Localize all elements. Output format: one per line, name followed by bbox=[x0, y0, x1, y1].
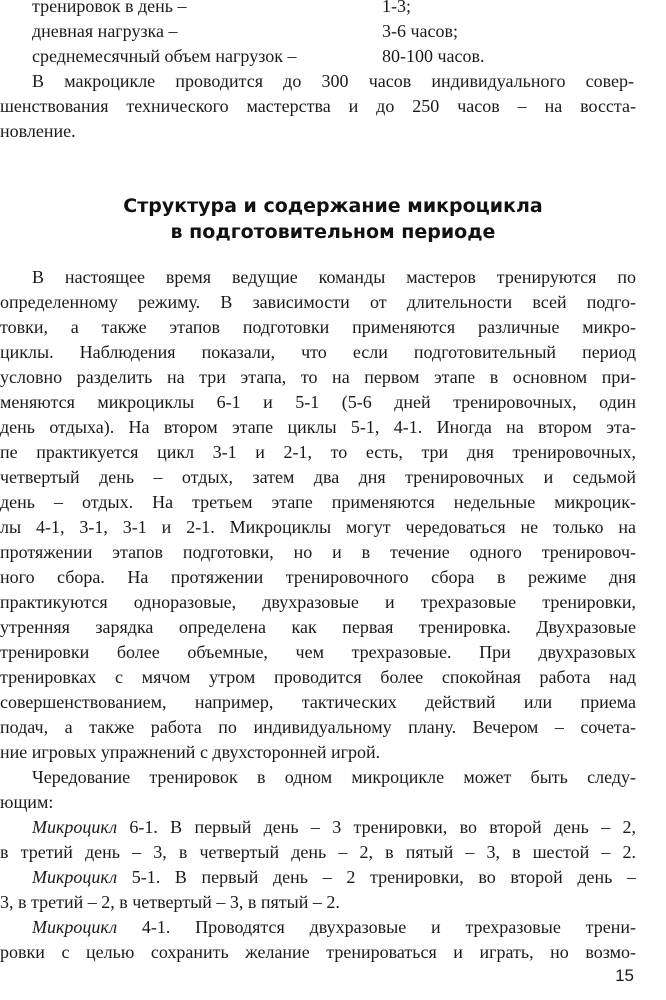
text-line: циклы. Наблюдения показали, что если подготовительный период bbox=[0, 342, 636, 362]
text-line: четвертый день – отдых, затем два дня тренировочных и седьмой bbox=[0, 467, 636, 487]
heading-line: в подготовительном периоде bbox=[170, 221, 496, 243]
param-value: 1-3; bbox=[382, 0, 411, 16]
text-line: ного сбора. На протяжении тренировочного сбора в режиме дня bbox=[0, 567, 636, 587]
param-label: среднемесячный объем нагрузок – bbox=[32, 46, 297, 66]
microcycle-term: Микроцикл bbox=[32, 917, 118, 937]
text-line: протяжении этапов подготовки, но и в течение одного тренировоч- bbox=[0, 542, 636, 562]
text-line: совершенствованием, например, тактических действий или приема bbox=[0, 692, 636, 712]
text-line: определенному режиму. В зависимости от длительности всей подго- bbox=[0, 292, 636, 312]
text-line bbox=[32, 915, 636, 939]
text-line: товки, а также этапов подготовки применяются различные микро- bbox=[0, 317, 636, 337]
text-line: ровки с целью сохранить желание тренироваться и играть, но возмо- bbox=[0, 942, 636, 962]
param-value: 3-6 часов; bbox=[382, 21, 459, 41]
microcycle-text: 4-1. Проводятся двухразовые и трехразовые трени- bbox=[117, 917, 636, 937]
param-label: тренировок в день – bbox=[32, 0, 187, 16]
microcycle-text: 6-1. В первый день – 3 тренировки, во второй день – 2, bbox=[117, 817, 636, 837]
text-line: шенствования технического мастерства и до 250 часов – на восста- bbox=[0, 96, 636, 116]
microcycle-term: Микроцикл bbox=[32, 867, 118, 887]
text-line: новление. bbox=[0, 121, 76, 141]
text-line: В макроцикле проводится до 300 часов индивидуального совер- bbox=[32, 71, 634, 91]
text-line: условно разделить на три этапа, то на первом этапе в основном при- bbox=[0, 367, 636, 387]
text-line: В настоящее время ведущие команды мастеров тренируются по bbox=[32, 267, 636, 287]
text-line: в третий день – 3, в четвертый день – 2, в пятый – 3, в шестой – 2. bbox=[0, 842, 636, 862]
text-line: ющим: bbox=[0, 792, 54, 812]
text-line: подач, а также работа по индивидуальному плану. Вечером – сочета- bbox=[0, 717, 636, 737]
text-line: тренировки более объемные, чем трехразовые. При двухразовых bbox=[0, 642, 636, 662]
text-line: утренняя зарядка определена как первая тренировка. Двухразовые bbox=[0, 617, 636, 637]
param-label: дневная нагрузка – bbox=[32, 21, 178, 41]
text-line: Чередование тренировок в одном микроцикле может быть следу- bbox=[32, 767, 636, 787]
text-line bbox=[32, 865, 636, 889]
text-line: пе практикуется цикл 3-1 и 2-1, то есть, три дня тренировочных, bbox=[0, 442, 636, 462]
microcycle-text: 5-1. В первый день – 2 тренировки, во второй день – bbox=[117, 867, 636, 887]
text-line: меняются микроциклы 6-1 и 5-1 (5-6 дней тренировочных, один bbox=[0, 392, 636, 412]
param-value: 80-100 часов. bbox=[382, 46, 485, 66]
text-line: ние игровых упражнений с двухсторонней игрой. bbox=[0, 742, 381, 762]
text-line bbox=[32, 815, 636, 839]
heading-line: Структура и содержание микроцикла bbox=[123, 195, 543, 217]
page-number: 15 bbox=[615, 966, 634, 985]
text-line: день отдыха). На втором этапе циклы 5-1, 4-1. Иногда на втором эта- bbox=[0, 417, 636, 437]
microcycle-term: Микроцикл bbox=[32, 817, 118, 837]
text-line: день – отдых. На третьем этапе применяются недельные микроцик- bbox=[0, 492, 636, 512]
text-line: практикуются одноразовые, двухразовые и трехразовые тренировки, bbox=[0, 592, 636, 612]
text-line: 3, в третий – 2, в четвертый – 3, в пятый – 2. bbox=[0, 892, 340, 912]
text-line: лы 4-1, 3-1, 3-1 и 2-1. Микроциклы могут чередоваться не только на bbox=[0, 517, 636, 537]
text-line: тренировках с мячом утром проводится более спокойная работа над bbox=[0, 667, 636, 687]
